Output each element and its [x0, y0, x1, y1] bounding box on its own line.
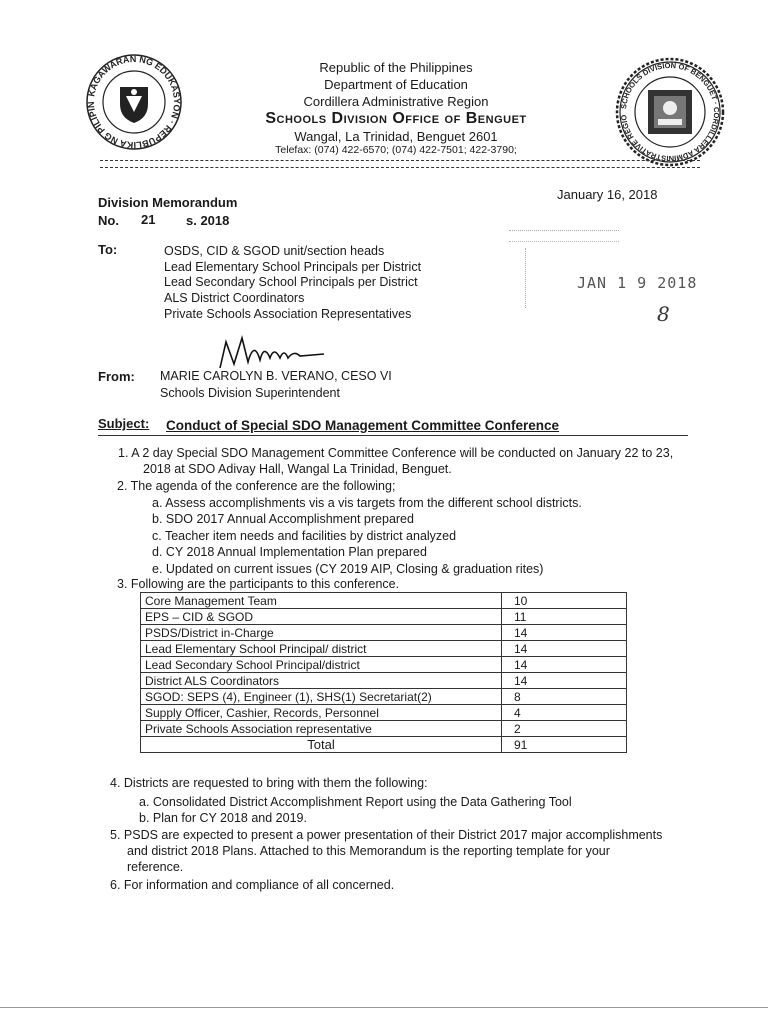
participant-count: 10 [502, 593, 627, 609]
footer-rule [0, 1007, 768, 1008]
participant-count: 14 [502, 625, 627, 641]
bring-item: b. Plan for CY 2018 and 2019. [139, 811, 307, 825]
total-value: 91 [502, 737, 627, 753]
table-row [141, 705, 627, 721]
recipient-item: ALS District Coordinators [164, 291, 305, 306]
participant-count: 14 [502, 641, 627, 657]
participant-count: 14 [502, 657, 627, 673]
subject-text: Conduct of Special SDO Management Committee Conference [166, 418, 560, 433]
memo-series: s. 2018 [186, 213, 230, 228]
participant-name: EPS – CID & SGOD [141, 609, 502, 625]
participant-name: District ALS Coordinators [141, 673, 502, 689]
memo-number: 21 [141, 212, 156, 227]
sdo-seal-text: SCHOOLS DIVISION OF BENGUET · CORDILLERA ADMINISTRATIVE REGIO [619, 60, 722, 164]
item-1-line-2: 2018 at SDO Adivay Hall, Wangal La Trinidad, Benguet. [143, 462, 452, 476]
participant-name: Private Schools Association representative [141, 721, 502, 737]
table-row [141, 625, 627, 641]
participant-count: 2 [502, 721, 627, 737]
item-2: 2. The agenda of the conference are the following; [117, 479, 396, 493]
recipient-item: OSDS, CID & SGOD unit/section heads [164, 244, 385, 258]
header-divider [100, 160, 700, 168]
participant-name: Supply Officer, Cashier, Records, Personnel [141, 705, 502, 721]
deped-seal-text: KAGAWARAN NG EDUKASYON · REPUBLIKA NG PILIPIN [85, 53, 183, 151]
table-row [141, 657, 627, 673]
total-label: Total [141, 737, 502, 753]
table-row [141, 593, 627, 609]
memo-number-label: No. [98, 213, 119, 228]
table-row [141, 721, 627, 737]
republic-line: Republic of the Philippines [319, 60, 473, 75]
telefax-line: Telefax: (074) 422-6570; (074) 422-7501; 422-3790; [275, 144, 517, 156]
from-name: MARIE CAROLYN B. VERANO, CESO VI [160, 369, 392, 383]
agenda-item: c. Teacher item needs and facilities by district analyzed [152, 529, 457, 543]
participant-name: SGOD: SEPS (4), Engineer (1), SHS(1) Secretariat(2) [141, 689, 502, 705]
recipient-item: Lead Elementary School Principals per District [164, 259, 422, 274]
participants-table [140, 592, 627, 753]
to-label: To: [98, 242, 118, 257]
agenda-item: d. CY 2018 Annual Implementation Plan prepared [152, 545, 427, 559]
table-row [141, 673, 627, 689]
participant-count: 11 [502, 609, 627, 625]
item-5-line-3: reference. [127, 860, 184, 874]
item-5-line-2: and district 2018 Plans. Attached to this Memorandum is the reporting template for your [127, 844, 610, 858]
memo-type: Division Memorandum [98, 195, 238, 210]
recipient-item: Lead Secondary School Principals per District [164, 275, 418, 290]
table-row [141, 609, 627, 625]
subject-underline [98, 435, 688, 436]
region-line: Cordillera Administrative Region [303, 94, 489, 109]
agenda-item: e. Updated on current issues (CY 2019 AIP, Closing & graduation rites) [152, 562, 544, 576]
participant-name: Lead Elementary School Principal/ district [141, 641, 502, 657]
bring-item: a. Consolidated District Accomplishment Report using the Data Gathering Tool [139, 795, 572, 809]
subject-label: Subject: [98, 416, 150, 431]
stamp-date: JAN 1 9 2018 [577, 274, 698, 292]
participant-count: 8 [502, 689, 627, 705]
participant-name: Core Management Team [141, 593, 502, 609]
address-line: Wangal, La Trinidad, Benguet 2601 [294, 129, 498, 144]
recipient-list [164, 244, 421, 323]
item-4: 4. Districts are requested to bring with them the following: [110, 776, 428, 790]
participant-name: Lead Secondary School Principal/district [141, 657, 502, 673]
item-3: 3. Following are the participants to this conference. [117, 577, 400, 591]
table-total-row [141, 737, 627, 753]
from-title: Schools Division Superintendent [160, 386, 340, 400]
participant-count: 4 [502, 705, 627, 721]
received-stamp [505, 230, 698, 330]
agenda-item: a. Assess accomplishments vis a vis targets from the different school districts. [152, 496, 582, 510]
agenda-item: b. SDO 2017 Annual Accomplishment prepared [152, 512, 414, 526]
item-6: 6. For information and compliance of all concerned. [110, 878, 395, 892]
stamp-mark: 8 [657, 302, 670, 326]
memo-date: January 16, 2018 [557, 187, 658, 202]
item-1-line-1: 1. A 2 day Special SDO Management Committee Conference will be conducted on January 22 to 23, [118, 446, 674, 460]
participant-count: 14 [502, 673, 627, 689]
table-row [141, 641, 627, 657]
department-line: Department of Education [324, 77, 468, 92]
item-5-line-1: 5. PSDS are expected to present a power presentation of their District 2017 major accomplishments [110, 828, 663, 842]
table-row [141, 689, 627, 705]
from-label: From: [98, 369, 135, 384]
participant-name: PSDS/District in-Charge [141, 625, 502, 641]
office-name: Schools Division Office of Benguet [265, 110, 527, 127]
recipient-item: Private Schools Association Representatives [164, 306, 412, 321]
